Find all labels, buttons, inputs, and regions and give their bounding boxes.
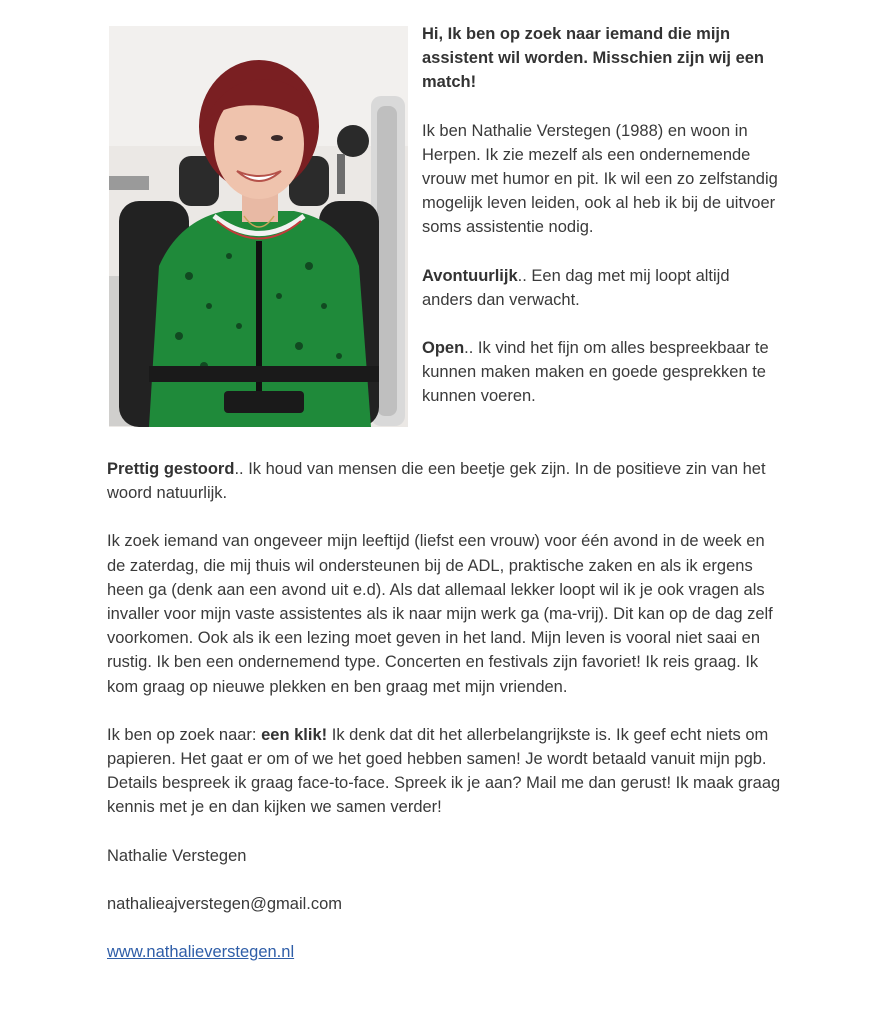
signature: Nathalie Verstegen: [107, 846, 247, 865]
trait-adventurous: [422, 264, 782, 312]
headline: Hi, Ik ben op zoek naar iemand die mijn assistent wil worden. Misschien zijn wij een match!: [422, 25, 765, 92]
trait-quirky-text: .. Ik houd van mensen die een beetje gek zijn. In de positieve zin van het woord natuurlijk.: [107, 460, 766, 503]
about-paragraph: Ik ben Nathalie Verstegen (1988) en woon in Herpen. Ik zie mezelf als een ondernemende vrouw met humor en pit. Ik wil een zo zelfstandig mogelijk leven leiden, ook al heb ik bij de uitvoer soms assistentie nodig.: [422, 121, 778, 237]
trait-adventurous-text: .. Een dag met mij loopt altijd anders dan verwacht.: [422, 266, 730, 309]
trait-adventurous-title: Avontuurlijk: [422, 266, 518, 285]
click-bold: een klik!: [261, 725, 328, 744]
body-column: [107, 457, 787, 964]
trait-open-title: Open: [422, 339, 465, 358]
trait-open-text: .. Ik vind het fijn om alles bespreekbaar te kunnen maken maken en goede gesprekken te kunnen voeren.: [422, 339, 769, 406]
trait-open: [422, 336, 782, 409]
search-paragraph: Ik zoek iemand van ongeveer mijn leeftijd (liefst een vrouw) voor één avond in de week en de zaterdag, die mij thuis wil ondersteunen bij de ADL, praktische zaken en als ik ergens heen ga (denk aan een avond uit e.d). Als dat allemaal lekker loopt wil ik je ook vragen als invaller voor mijn vaste assistentes als ik naar mijn werk ga (ma-vrij). Dit kan op de dag zelf voorkomen. Ook als ik een lezing moet geven in het land. Mijn leven is vooral niet saai en rustig. Ik ben een ondernemend type. Concerten en festivals zijn favoriet! Ik reis graag. Ik kom graag op nieuwe plekken en ben graag met mijn vrienden.: [107, 532, 773, 696]
click-prefix: Ik ben op zoek naar:: [107, 725, 262, 744]
email-address[interactable]: nathalieajverstegen@gmail.com: [107, 894, 343, 913]
portrait-illustration: [109, 26, 408, 427]
click-text: Ik denk dat dit het allerbelangrijkste is. Ik geef echt niets om papieren. Het gaat er om of we het goed hebben samen! Je wordt betaald vanuit mijn pgb. Details bespreek ik graag face-to-face. Spreek ik je aan? Mail me dan gerust! Ik maak graag kennis met je en dan kijken we samen verder!: [107, 725, 781, 817]
portrait-photo: [109, 26, 408, 427]
trait-quirky-title: Prettig gestoord: [107, 460, 235, 478]
website-link[interactable]: www.nathalieverstegen.nl: [107, 943, 295, 962]
intro-column: [422, 22, 782, 409]
trait-quirky: [107, 457, 787, 505]
click-paragraph: [107, 723, 787, 820]
